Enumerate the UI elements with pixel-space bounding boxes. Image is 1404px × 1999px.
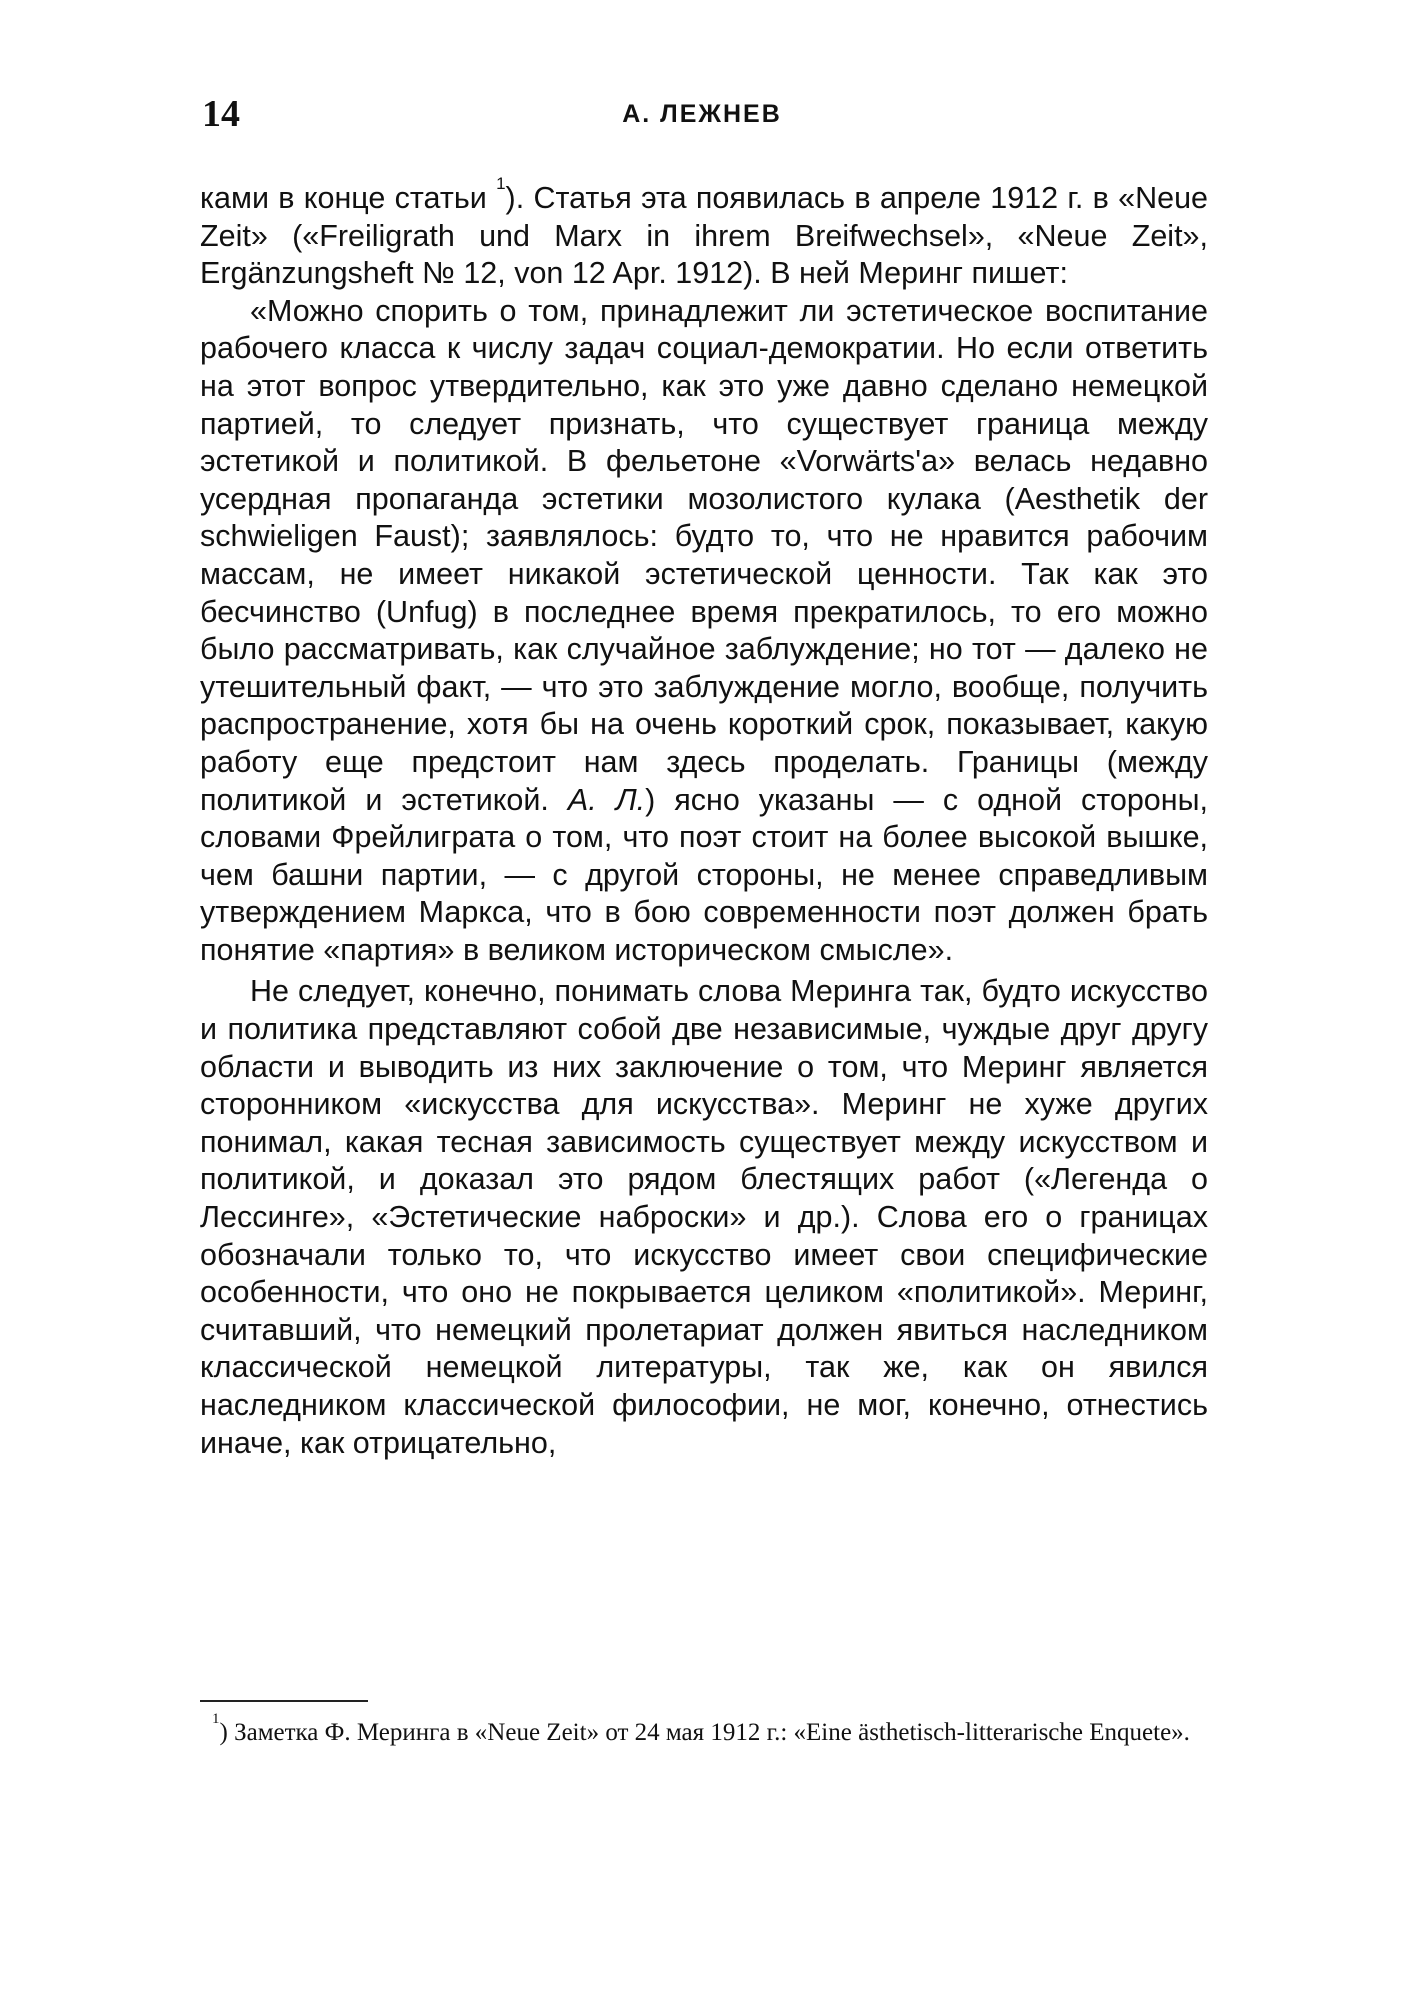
footnote-mark: 1 <box>212 1711 220 1727</box>
paragraph-continuation <box>200 174 1208 293</box>
running-head <box>196 92 1208 142</box>
paragraph-text: ). Статья эта появилась в апреле 1912 г. в «Neue Zeit» («Freiligrath und Marx in ihrem Breifwechsel», «Neue Zeit», Ergänzungsheft № 12, von 12 Apr. 1912). В ней Меринг пишет: <box>200 181 1208 291</box>
quote-text: ) ясно указаны — с одной стороны, словами Фрейлиграта о том, что поэт стоит на более высокой вышке, чем башни партии, — с другой стороны, не менее справедливым утверждением Маркса, что в бою современности поэт должен брать понятие «партия» в великом историческом смысле». <box>200 782 1208 967</box>
footnote <box>200 1711 1208 1749</box>
editor-initials: А. Л. <box>567 782 646 817</box>
footnote-divider <box>200 1700 368 1702</box>
main-text <box>200 174 1208 1462</box>
paragraph-text: Не следует, конечно, понимать слова Меринга так, будто искусство и политика представляют собой две независимые, чуждые друг другу области и выводить из них заключение о том, что Меринг является сторонником «искусства для искусства». Меринг не хуже других понимал, какая тесная зависимость существует между искусством и политикой, и доказал это рядом блестящих работ («Легенда о Лессинге», «Эстетические наброски» и др.). Слова его о границах обозначали только то, что искусство имеет свои специфические особенности, что оно не покрывается целиком «политикой». Меринг, считавший, что немецкий пролетариат должен явиться наследником классической немецкой литературы, так же, как он явился наследником классической философии, не мог, конечно, отнестись иначе, как отрицательно, <box>200 974 1208 1460</box>
page-number: 14 <box>202 93 240 135</box>
footnote-text: ) Заметка Ф. Меринга в «Neue Zeit» от 24 мая 1912 г.: «Eine ästhetisch-litterarische Enquete». <box>219 1719 1190 1746</box>
quote-text: «Можно спорить о том, принадлежит ли эстетическое воспитание рабочего класса к числу задач социал-демократии. Но если ответить на этот вопрос утвердительно, как это уже давно сделано немецкой партией, то следует признать, что существует граница между эстетикой и политикой. В фельетоне «Vorwärts'а» велась недавно усердная пропаганда эстетики мозолистого кулака (Aesthetik der schwieligen Faust); заявлялось: будто то, что не нравится рабочим массам, не имеет никакой эстетической ценности. Так как это бесчинство (Unfug) в последнее время прекратилось, то его можно было рассматривать, как случайное заблуждение; но тот — далеко не утешительный факт, — что это заблуждение могло, вообще, получить распространение, хотя бы на очень короткий срок, показывает, какую работу еще предстоит нам здесь проделать. Границы (между политикой и эстетикой. <box>200 293 1208 817</box>
paragraph-text: ками в конце статьи <box>200 181 497 215</box>
running-title: А. ЛЕЖНЕВ <box>622 100 782 128</box>
footnote-reference: 1 <box>496 174 506 193</box>
mehring-quote <box>200 293 1208 970</box>
paragraph <box>200 973 1208 1462</box>
